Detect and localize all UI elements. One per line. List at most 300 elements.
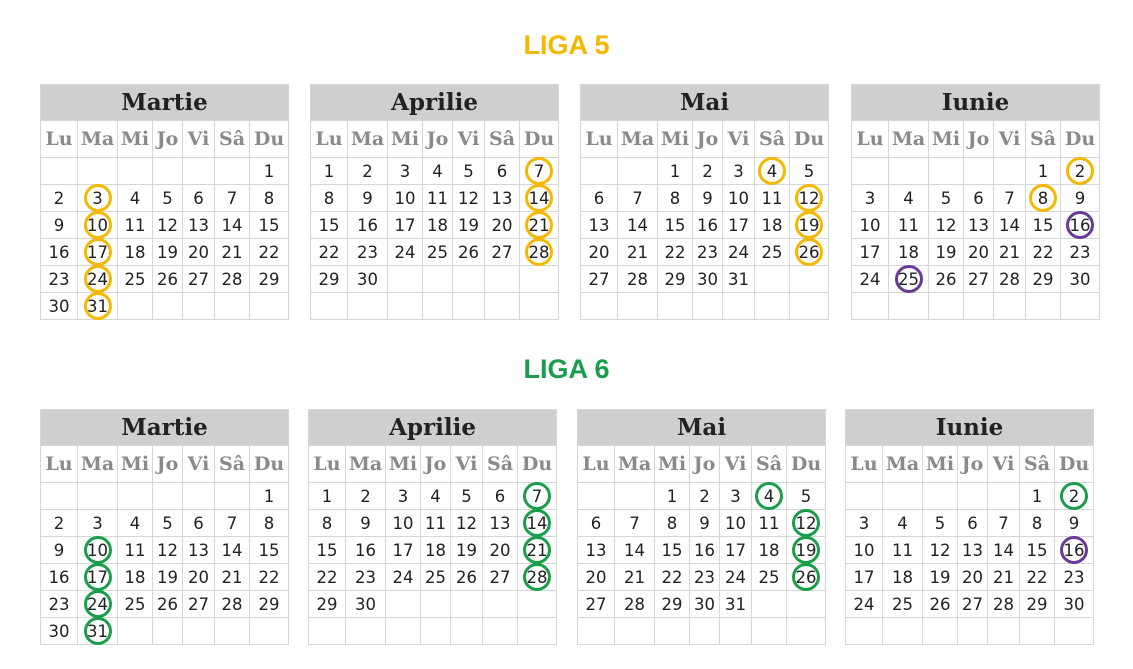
day-cell <box>41 591 78 618</box>
empty-cell <box>988 483 1020 510</box>
weekday-header: Jo <box>421 446 451 483</box>
empty-cell <box>483 618 518 645</box>
day-cell <box>655 483 690 510</box>
day-cell <box>311 212 348 239</box>
day-number: 11 <box>124 215 146 235</box>
day-cell <box>41 266 78 293</box>
day-number: 26 <box>929 594 951 614</box>
day-cell <box>790 212 829 239</box>
weekday-header: Lu <box>41 446 78 483</box>
day-number: 15 <box>318 215 340 235</box>
day-number: 30 <box>48 621 70 641</box>
day-cell <box>388 185 423 212</box>
day-number: 3 <box>399 161 411 181</box>
empty-cell <box>520 266 559 293</box>
day-number: 7 <box>998 513 1009 533</box>
day-number: 13 <box>585 540 607 560</box>
day-number: 19 <box>795 540 817 560</box>
day-cell <box>451 483 483 510</box>
empty-cell <box>581 293 618 320</box>
day-number: 26 <box>458 242 479 262</box>
day-number: 27 <box>962 594 983 614</box>
day-cell <box>1055 591 1094 618</box>
weekday-header: Vi <box>453 121 485 158</box>
empty-cell <box>78 483 118 510</box>
day-cell <box>787 483 826 510</box>
day-cell <box>581 266 618 293</box>
day-number: 16 <box>1069 215 1091 235</box>
day-number: 6 <box>593 188 605 208</box>
day-number: 10 <box>853 540 875 560</box>
day-cell <box>78 239 118 266</box>
day-cell <box>693 239 723 266</box>
day-cell <box>720 510 752 537</box>
day-number: 1 <box>263 161 275 181</box>
day-cell <box>755 158 790 185</box>
day-number: 17 <box>728 215 749 235</box>
day-cell <box>1026 266 1061 293</box>
day-number: 12 <box>929 540 951 560</box>
empty-cell <box>183 618 215 645</box>
day-number: 29 <box>316 594 338 614</box>
day-cell <box>752 510 787 537</box>
weekday-header: Du <box>250 446 289 483</box>
day-cell <box>453 185 485 212</box>
day-cell <box>988 537 1020 564</box>
day-cell <box>250 239 289 266</box>
day-cell <box>520 185 559 212</box>
day-number: 14 <box>624 540 645 560</box>
day-number: 24 <box>853 594 875 614</box>
day-cell <box>889 266 929 293</box>
empty-cell <box>852 158 889 185</box>
day-number: 6 <box>973 188 984 208</box>
day-number: 10 <box>394 188 416 208</box>
weekday-header: Vi <box>183 446 215 483</box>
day-cell <box>883 591 923 618</box>
day-number: 23 <box>1069 242 1091 262</box>
day-number: 6 <box>193 188 204 208</box>
day-number: 25 <box>425 567 446 587</box>
weekday-header: Mi <box>655 446 690 483</box>
day-number: 11 <box>761 188 783 208</box>
day-cell <box>78 293 118 320</box>
day-number: 20 <box>588 242 610 262</box>
day-cell <box>485 185 520 212</box>
day-number: 22 <box>661 567 683 587</box>
day-number: 5 <box>463 161 474 181</box>
day-cell <box>483 564 518 591</box>
day-number: 21 <box>528 215 550 235</box>
weekday-header: Du <box>250 121 289 158</box>
day-number: 16 <box>694 540 715 560</box>
empty-cell <box>183 158 215 185</box>
month-title: Aprilie <box>309 410 557 446</box>
day-cell <box>883 537 923 564</box>
empty-cell <box>386 618 421 645</box>
day-cell <box>923 564 958 591</box>
empty-cell <box>929 158 964 185</box>
weekday-header: Vi <box>720 446 752 483</box>
day-cell <box>581 212 618 239</box>
day-number: 5 <box>800 486 812 506</box>
day-number: 15 <box>664 215 686 235</box>
weekday-header: Vi <box>451 446 483 483</box>
day-number: 4 <box>766 161 778 181</box>
day-number: 19 <box>798 215 820 235</box>
day-number: 17 <box>394 215 416 235</box>
day-cell <box>655 564 690 591</box>
calendar-martie-liga6 <box>40 409 289 645</box>
day-cell <box>153 537 183 564</box>
weekday-header: Jo <box>153 446 183 483</box>
day-cell <box>41 293 78 320</box>
day-cell <box>1026 239 1061 266</box>
day-cell <box>1055 564 1094 591</box>
day-cell <box>520 212 559 239</box>
empty-cell <box>215 158 250 185</box>
day-number: 27 <box>585 594 607 614</box>
day-number: 21 <box>993 567 1014 587</box>
day-number: 4 <box>129 188 141 208</box>
day-number: 11 <box>425 513 446 533</box>
empty-cell <box>889 158 929 185</box>
empty-cell <box>1026 293 1061 320</box>
day-number: 24 <box>87 269 108 289</box>
day-cell <box>755 185 790 212</box>
day-number: 24 <box>87 594 108 614</box>
day-number: 13 <box>188 540 209 560</box>
day-cell <box>78 510 118 537</box>
day-number: 27 <box>491 242 513 262</box>
day-number: 8 <box>666 513 678 533</box>
weekday-header: Du <box>518 446 557 483</box>
day-cell <box>658 158 693 185</box>
day-cell <box>348 185 388 212</box>
day-cell <box>388 239 423 266</box>
day-cell <box>518 510 557 537</box>
day-cell <box>958 564 988 591</box>
empty-cell <box>118 618 153 645</box>
day-cell <box>41 239 78 266</box>
day-number: 30 <box>1069 269 1091 289</box>
day-cell <box>618 266 658 293</box>
weekday-header: Sâ <box>1026 121 1061 158</box>
day-cell <box>615 537 655 564</box>
day-cell <box>41 212 78 239</box>
weekday-header: Lu <box>852 121 889 158</box>
day-cell <box>183 510 215 537</box>
day-cell <box>183 537 215 564</box>
day-cell <box>183 212 215 239</box>
day-cell <box>78 185 118 212</box>
day-number: 20 <box>585 567 607 587</box>
empty-cell <box>421 618 451 645</box>
day-cell <box>846 591 883 618</box>
day-number: 1 <box>321 486 333 506</box>
weekday-header: Lu <box>311 121 348 158</box>
empty-cell <box>78 158 118 185</box>
empty-cell <box>118 158 153 185</box>
day-number: 10 <box>859 215 881 235</box>
day-number: 19 <box>935 242 957 262</box>
day-number: 4 <box>129 513 141 533</box>
day-cell <box>929 266 964 293</box>
day-number: 9 <box>53 540 65 560</box>
day-cell <box>421 483 451 510</box>
day-cell <box>348 158 388 185</box>
day-cell <box>923 510 958 537</box>
day-number: 30 <box>355 594 376 614</box>
day-number: 19 <box>157 567 178 587</box>
day-number: 12 <box>798 188 820 208</box>
empty-cell <box>658 293 693 320</box>
weekday-header: Vi <box>988 446 1020 483</box>
day-number: 14 <box>221 540 243 560</box>
day-cell <box>693 158 723 185</box>
day-number: 5 <box>461 486 472 506</box>
day-number: 2 <box>53 513 65 533</box>
weekday-header: Ma <box>889 121 929 158</box>
day-number: 18 <box>761 215 783 235</box>
empty-cell <box>453 293 485 320</box>
day-cell <box>518 483 557 510</box>
day-number: 25 <box>427 242 448 262</box>
day-cell <box>846 564 883 591</box>
day-number: 9 <box>702 188 713 208</box>
day-cell <box>118 564 153 591</box>
day-cell <box>658 185 693 212</box>
day-number: 15 <box>1032 215 1054 235</box>
day-cell <box>1061 239 1100 266</box>
day-number: 29 <box>1032 269 1054 289</box>
day-cell <box>964 212 994 239</box>
weekday-header: Jo <box>964 121 994 158</box>
day-cell <box>118 510 153 537</box>
day-cell <box>787 564 826 591</box>
day-number: 15 <box>258 215 280 235</box>
day-cell <box>994 266 1026 293</box>
empty-cell <box>655 618 690 645</box>
day-number: 29 <box>1026 594 1048 614</box>
day-number: 28 <box>526 567 548 587</box>
day-cell <box>720 537 752 564</box>
day-number: 15 <box>1026 540 1048 560</box>
month-title: Mai <box>581 85 829 121</box>
day-number: 15 <box>258 540 280 560</box>
weekday-header: Jo <box>423 121 453 158</box>
empty-cell <box>929 293 964 320</box>
day-cell <box>250 266 289 293</box>
day-cell <box>1061 212 1100 239</box>
day-number: 2 <box>360 486 371 506</box>
day-number: 14 <box>999 215 1020 235</box>
day-number: 3 <box>733 161 744 181</box>
empty-cell <box>615 483 655 510</box>
day-cell <box>752 564 787 591</box>
day-cell <box>929 185 964 212</box>
day-number: 11 <box>892 540 913 560</box>
day-cell <box>655 510 690 537</box>
day-cell <box>386 510 421 537</box>
day-cell <box>346 483 386 510</box>
day-number: 4 <box>903 188 914 208</box>
day-number: 7 <box>531 486 543 506</box>
day-number: 9 <box>1074 188 1086 208</box>
day-number: 19 <box>929 567 951 587</box>
day-number: 31 <box>728 269 749 289</box>
day-number: 7 <box>629 513 640 533</box>
day-number: 25 <box>124 269 146 289</box>
day-number: 17 <box>87 242 108 262</box>
day-number: 12 <box>157 540 178 560</box>
empty-cell <box>790 266 829 293</box>
empty-cell <box>485 266 520 293</box>
day-number: 4 <box>897 513 908 533</box>
day-cell <box>386 537 421 564</box>
empty-cell <box>423 266 453 293</box>
day-cell <box>618 212 658 239</box>
day-cell <box>311 266 348 293</box>
day-cell <box>578 537 615 564</box>
day-number: 25 <box>898 269 919 289</box>
day-cell <box>755 212 790 239</box>
day-cell <box>994 239 1026 266</box>
day-cell <box>421 537 451 564</box>
day-number: 23 <box>1063 567 1085 587</box>
day-number: 25 <box>124 594 146 614</box>
weekday-header: Ma <box>615 446 655 483</box>
day-cell <box>453 158 485 185</box>
day-number: 13 <box>188 215 209 235</box>
day-number: 23 <box>355 567 376 587</box>
day-number: 3 <box>397 486 409 506</box>
empty-cell <box>183 483 215 510</box>
day-number: 25 <box>761 242 783 262</box>
day-number: 22 <box>318 242 340 262</box>
day-number: 7 <box>226 188 238 208</box>
empty-cell <box>41 158 78 185</box>
empty-cell <box>153 293 183 320</box>
day-cell <box>1055 483 1094 510</box>
day-number: 23 <box>48 269 70 289</box>
day-number: 29 <box>318 269 340 289</box>
day-number: 21 <box>526 540 548 560</box>
day-cell <box>41 537 78 564</box>
empty-cell <box>923 483 958 510</box>
weekday-header: Sâ <box>483 446 518 483</box>
empty-cell <box>518 591 557 618</box>
day-number: 11 <box>758 513 780 533</box>
day-number: 13 <box>968 215 989 235</box>
day-cell <box>311 185 348 212</box>
month-title: Martie <box>41 410 289 446</box>
day-number: 7 <box>533 161 545 181</box>
day-number: 10 <box>725 513 746 533</box>
empty-cell <box>723 293 755 320</box>
day-cell <box>520 158 559 185</box>
weekday-header: Mi <box>386 446 421 483</box>
day-number: 3 <box>92 513 103 533</box>
day-cell <box>1061 185 1100 212</box>
day-number: 18 <box>425 540 446 560</box>
day-cell <box>78 618 118 645</box>
day-cell <box>309 483 346 510</box>
day-cell <box>889 239 929 266</box>
day-cell <box>423 212 453 239</box>
day-cell <box>78 537 118 564</box>
empty-cell <box>388 266 423 293</box>
day-number: 20 <box>188 242 209 262</box>
empty-cell <box>994 158 1026 185</box>
day-cell <box>215 239 250 266</box>
day-cell <box>451 564 483 591</box>
empty-cell <box>41 483 78 510</box>
day-number: 24 <box>728 242 749 262</box>
day-number: 13 <box>491 188 513 208</box>
day-cell <box>118 239 153 266</box>
day-cell <box>889 212 929 239</box>
weekday-header: Lu <box>41 121 78 158</box>
day-number: 22 <box>1032 242 1054 262</box>
day-number: 20 <box>491 215 513 235</box>
day-cell <box>723 158 755 185</box>
day-number: 3 <box>858 513 870 533</box>
day-number: 19 <box>458 215 479 235</box>
day-cell <box>483 537 518 564</box>
day-number: 16 <box>357 215 378 235</box>
day-number: 13 <box>962 540 983 560</box>
day-number: 16 <box>697 215 718 235</box>
day-number: 13 <box>489 513 511 533</box>
empty-cell <box>994 293 1026 320</box>
day-number: 28 <box>221 594 243 614</box>
day-number: 20 <box>489 540 511 560</box>
day-number: 16 <box>355 540 376 560</box>
empty-cell <box>451 591 483 618</box>
day-cell <box>720 591 752 618</box>
day-number: 8 <box>323 188 335 208</box>
empty-cell <box>250 618 289 645</box>
day-cell <box>690 537 720 564</box>
day-number: 2 <box>1068 486 1080 506</box>
empty-cell <box>787 591 826 618</box>
liga-6-title: LIGA 6 <box>523 354 610 384</box>
day-cell <box>421 564 451 591</box>
day-number: 2 <box>702 161 713 181</box>
day-number: 2 <box>53 188 65 208</box>
empty-cell <box>964 158 994 185</box>
empty-cell <box>520 293 559 320</box>
day-number: 14 <box>221 215 243 235</box>
day-cell <box>658 212 693 239</box>
empty-cell <box>518 618 557 645</box>
empty-cell <box>618 293 658 320</box>
day-number: 17 <box>725 540 746 560</box>
day-cell <box>215 212 250 239</box>
day-cell <box>250 564 289 591</box>
day-cell <box>250 483 289 510</box>
day-number: 17 <box>859 242 881 262</box>
day-number: 21 <box>627 242 648 262</box>
empty-cell <box>578 483 615 510</box>
day-cell <box>1020 483 1055 510</box>
empty-cell <box>752 591 787 618</box>
day-number: 10 <box>87 540 108 560</box>
weekday-header: Jo <box>693 121 723 158</box>
day-cell <box>250 591 289 618</box>
empty-cell <box>958 483 988 510</box>
